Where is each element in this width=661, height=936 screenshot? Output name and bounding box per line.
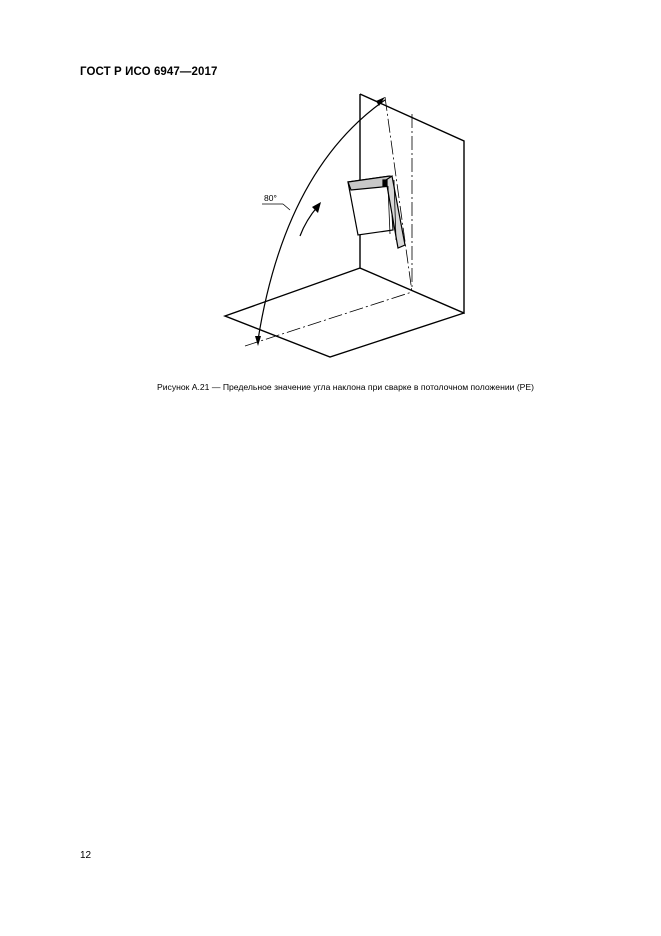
angle-label-leader-tail — [283, 204, 290, 210]
rotation-arrow — [300, 206, 318, 236]
document-header: ГОСТ Р ИСО 6947—2017 — [80, 66, 218, 78]
welding-position-figure — [0, 0, 661, 400]
horizontal-floor-plate — [225, 268, 464, 357]
arc-arrowhead-bottom — [255, 336, 261, 346]
weld-workpiece — [348, 176, 405, 248]
figure-caption: Рисунок А.21 — Предельное значение угла наклона при сварке в потолочном положении (PE) — [156, 382, 535, 392]
angle-label: 80° — [264, 193, 277, 203]
page-number: 12 — [80, 850, 92, 861]
